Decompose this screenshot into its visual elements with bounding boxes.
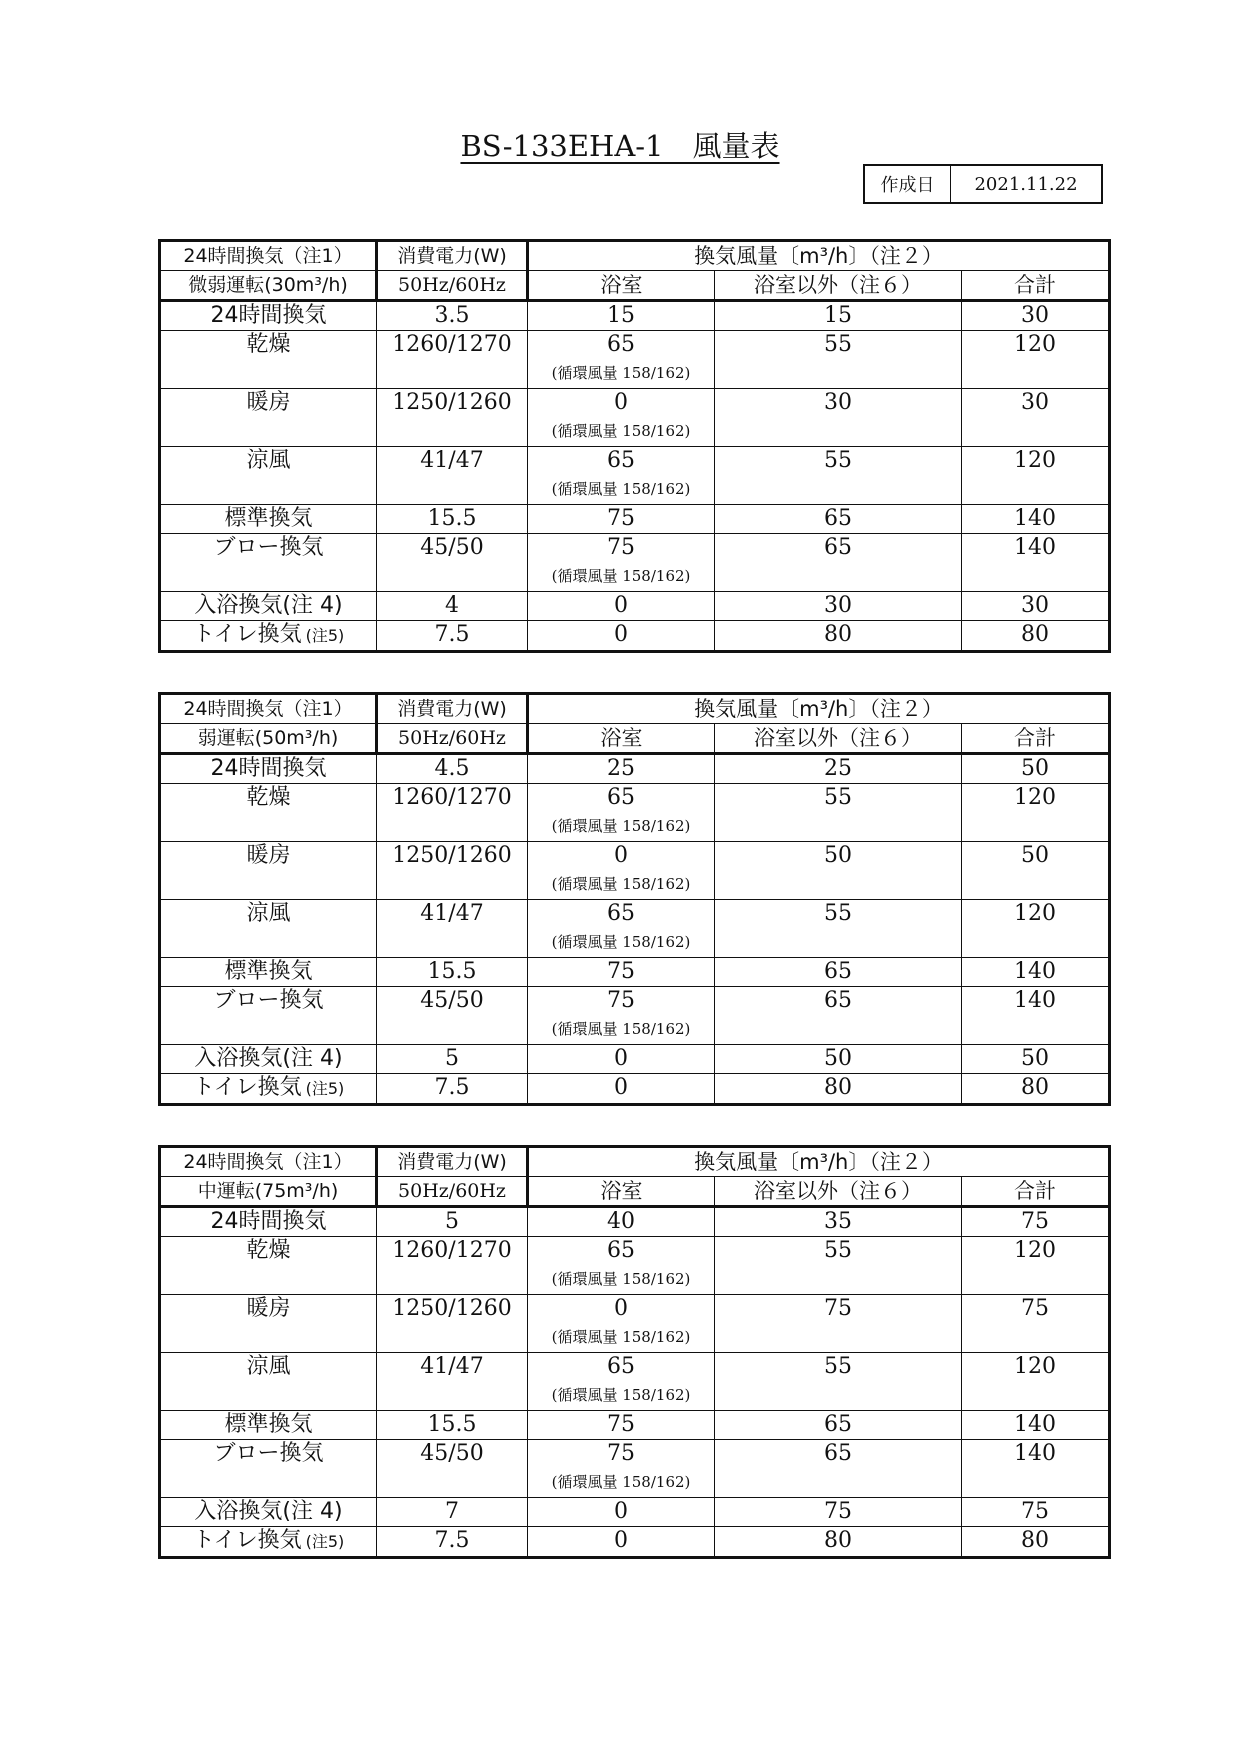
row-power: 41/47 xyxy=(377,1353,528,1411)
row-total: 50 xyxy=(962,754,1110,784)
header-24h-note: 24時間換気（注1） xyxy=(160,694,377,724)
row-other: 55 xyxy=(715,900,962,958)
row-total: 30 xyxy=(962,389,1110,447)
header-total: 合計 xyxy=(962,724,1110,754)
row-power: 4.5 xyxy=(377,754,528,784)
airflow-table xyxy=(158,692,1111,1106)
table-row xyxy=(160,1353,1110,1411)
row-bath xyxy=(528,1527,715,1558)
row-power: 41/47 xyxy=(377,447,528,505)
row-bath-value: 0 xyxy=(614,1075,628,1100)
row-label-text: 乾燥 xyxy=(246,332,291,357)
row-bath-value: 0 xyxy=(614,1046,628,1071)
airflow-table-2 xyxy=(158,692,1108,1106)
row-label-note: (注5) xyxy=(305,626,345,645)
circulation-note: (循環風量 158/162) xyxy=(551,364,691,382)
row-label-text: 乾燥 xyxy=(246,1238,291,1263)
row-label xyxy=(160,900,377,958)
header-total: 合計 xyxy=(962,1177,1110,1207)
table-row xyxy=(160,900,1110,958)
row-power: 3.5 xyxy=(377,301,528,331)
row-other: 80 xyxy=(715,1527,962,1558)
row-other: 35 xyxy=(715,1207,962,1237)
row-total: 80 xyxy=(962,1527,1110,1558)
row-other: 55 xyxy=(715,331,962,389)
row-other: 55 xyxy=(715,1237,962,1295)
row-other: 65 xyxy=(715,505,962,534)
row-bath-value: 65 xyxy=(607,1354,635,1379)
row-label xyxy=(160,389,377,447)
row-label-note: (注5) xyxy=(305,1532,345,1551)
table-row xyxy=(160,987,1110,1045)
circulation-note: (循環風量 158/162) xyxy=(551,817,691,835)
table-row xyxy=(160,389,1110,447)
row-total: 75 xyxy=(962,1207,1110,1237)
created-date-box xyxy=(863,164,1103,204)
row-bath xyxy=(528,1045,715,1074)
row-other: 25 xyxy=(715,754,962,784)
row-total: 120 xyxy=(962,900,1110,958)
table-row xyxy=(160,301,1110,331)
row-label-text: 24時間換気 xyxy=(210,756,327,781)
table-row xyxy=(160,1295,1110,1353)
row-label xyxy=(160,842,377,900)
row-bath-value: 0 xyxy=(614,1528,628,1553)
row-other: 65 xyxy=(715,1440,962,1498)
row-bath-value: 40 xyxy=(607,1209,635,1234)
row-label-text: トイレ換気 xyxy=(192,1075,302,1100)
table-row xyxy=(160,592,1110,621)
table-row xyxy=(160,534,1110,592)
header-row-1 xyxy=(160,241,1110,271)
row-other: 65 xyxy=(715,958,962,987)
row-label-text: 24時間換気 xyxy=(210,1209,327,1234)
row-total: 120 xyxy=(962,1353,1110,1411)
row-power: 5 xyxy=(377,1207,528,1237)
row-other: 65 xyxy=(715,1411,962,1440)
table-row xyxy=(160,1207,1110,1237)
row-bath-value: 75 xyxy=(607,959,635,984)
row-label-text: トイレ換気 xyxy=(192,1528,302,1553)
row-bath xyxy=(528,1237,715,1295)
header-power: 消費電力(W) xyxy=(377,241,528,271)
row-total: 140 xyxy=(962,1440,1110,1498)
row-bath-value: 0 xyxy=(614,843,628,868)
header-other: 浴室以外（注６） xyxy=(715,724,962,754)
row-bath xyxy=(528,1295,715,1353)
header-airflow: 換気風量〔m³/h〕（注２） xyxy=(528,1147,1110,1177)
row-bath-value: 15 xyxy=(607,303,635,328)
row-total: 140 xyxy=(962,505,1110,534)
row-label xyxy=(160,301,377,331)
row-bath-value: 0 xyxy=(614,1296,628,1321)
circulation-note: (循環風量 158/162) xyxy=(551,1386,691,1404)
row-bath xyxy=(528,958,715,987)
row-bath-value: 75 xyxy=(607,506,635,531)
row-bath-value: 0 xyxy=(614,390,628,415)
row-total: 30 xyxy=(962,301,1110,331)
row-total: 75 xyxy=(962,1498,1110,1527)
row-bath-value: 75 xyxy=(607,535,635,560)
row-bath xyxy=(528,754,715,784)
row-other: 50 xyxy=(715,842,962,900)
row-label-text: ブロー換気 xyxy=(213,535,324,560)
table-row xyxy=(160,1045,1110,1074)
row-bath-value: 65 xyxy=(607,448,635,473)
row-bath-value: 0 xyxy=(614,1499,628,1524)
row-power: 15.5 xyxy=(377,505,528,534)
row-label xyxy=(160,534,377,592)
row-bath xyxy=(528,987,715,1045)
row-label xyxy=(160,754,377,784)
row-bath xyxy=(528,1411,715,1440)
title-text: BS-133EHA-1 風量表 xyxy=(460,129,780,163)
circulation-note: (循環風量 158/162) xyxy=(551,422,691,440)
table-row xyxy=(160,621,1110,652)
row-label-text: 24時間換気 xyxy=(210,303,327,328)
row-power: 1260/1270 xyxy=(377,331,528,389)
row-power: 7.5 xyxy=(377,1527,528,1558)
row-total: 120 xyxy=(962,1237,1110,1295)
table-row xyxy=(160,754,1110,784)
document-title xyxy=(0,126,1240,166)
row-power: 7.5 xyxy=(377,1074,528,1105)
circulation-note: (循環風量 158/162) xyxy=(551,567,691,585)
row-power: 41/47 xyxy=(377,900,528,958)
table-row xyxy=(160,958,1110,987)
row-other: 50 xyxy=(715,1045,962,1074)
row-label xyxy=(160,1074,377,1105)
row-bath xyxy=(528,301,715,331)
row-bath-value: 65 xyxy=(607,332,635,357)
row-total: 120 xyxy=(962,447,1110,505)
row-power: 4 xyxy=(377,592,528,621)
header-other: 浴室以外（注６） xyxy=(715,1177,962,1207)
row-bath xyxy=(528,505,715,534)
table-row xyxy=(160,447,1110,505)
row-label-text: 乾燥 xyxy=(246,785,291,810)
row-label-text: ブロー換気 xyxy=(213,1441,324,1466)
row-label xyxy=(160,1353,377,1411)
row-bath xyxy=(528,1207,715,1237)
row-power: 7 xyxy=(377,1498,528,1527)
row-label-text: 暖房 xyxy=(246,1296,291,1321)
row-power: 5 xyxy=(377,1045,528,1074)
header-mode: 中運転(75m³/h) xyxy=(160,1177,377,1207)
table-row xyxy=(160,1237,1110,1295)
header-24h-note: 24時間換気（注1） xyxy=(160,241,377,271)
row-bath-value: 65 xyxy=(607,901,635,926)
row-other: 65 xyxy=(715,987,962,1045)
header-24h-note: 24時間換気（注1） xyxy=(160,1147,377,1177)
row-label xyxy=(160,784,377,842)
row-label xyxy=(160,592,377,621)
row-label xyxy=(160,621,377,652)
row-bath-value: 25 xyxy=(607,756,635,781)
circulation-note: (循環風量 158/162) xyxy=(551,480,691,498)
row-bath xyxy=(528,592,715,621)
row-power: 45/50 xyxy=(377,987,528,1045)
row-bath xyxy=(528,1498,715,1527)
circulation-note: (循環風量 158/162) xyxy=(551,1473,691,1491)
row-power: 15.5 xyxy=(377,1411,528,1440)
row-bath xyxy=(528,784,715,842)
header-bath: 浴室 xyxy=(528,271,715,301)
row-label xyxy=(160,1237,377,1295)
row-bath xyxy=(528,842,715,900)
row-total: 30 xyxy=(962,592,1110,621)
row-total: 140 xyxy=(962,534,1110,592)
row-label xyxy=(160,1207,377,1237)
row-bath xyxy=(528,621,715,652)
row-other: 30 xyxy=(715,592,962,621)
header-mode: 微弱運転(30m³/h) xyxy=(160,271,377,301)
row-label-note: (注5) xyxy=(305,1079,345,1098)
header-bath: 浴室 xyxy=(528,724,715,754)
row-label xyxy=(160,1498,377,1527)
row-bath xyxy=(528,447,715,505)
row-label xyxy=(160,447,377,505)
row-total: 120 xyxy=(962,331,1110,389)
header-bath: 浴室 xyxy=(528,1177,715,1207)
row-power: 15.5 xyxy=(377,958,528,987)
header-row-1 xyxy=(160,694,1110,724)
row-bath-value: 65 xyxy=(607,1238,635,1263)
row-other: 75 xyxy=(715,1498,962,1527)
header-frequency: 50Hz/60Hz xyxy=(377,271,528,301)
table-row xyxy=(160,1527,1110,1558)
row-label-text: トイレ換気 xyxy=(192,622,302,647)
row-label-text: 標準換気 xyxy=(224,1412,313,1437)
header-power: 消費電力(W) xyxy=(377,694,528,724)
header-frequency: 50Hz/60Hz xyxy=(377,1177,528,1207)
table-row xyxy=(160,1498,1110,1527)
table-row xyxy=(160,505,1110,534)
row-label-text: 暖房 xyxy=(246,390,291,415)
row-label xyxy=(160,1411,377,1440)
row-total: 140 xyxy=(962,1411,1110,1440)
row-label-text: ブロー換気 xyxy=(213,988,324,1013)
row-power: 1260/1270 xyxy=(377,784,528,842)
row-power: 1250/1260 xyxy=(377,389,528,447)
header-power: 消費電力(W) xyxy=(377,1147,528,1177)
row-bath-value: 65 xyxy=(607,785,635,810)
row-power: 1250/1260 xyxy=(377,1295,528,1353)
header-other: 浴室以外（注６） xyxy=(715,271,962,301)
circulation-note: (循環風量 158/162) xyxy=(551,933,691,951)
row-total: 50 xyxy=(962,842,1110,900)
circulation-note: (循環風量 158/162) xyxy=(551,1270,691,1288)
circulation-note: (循環風量 158/162) xyxy=(551,1020,691,1038)
row-label xyxy=(160,958,377,987)
row-total: 120 xyxy=(962,784,1110,842)
row-bath-value: 75 xyxy=(607,1412,635,1437)
row-power: 1260/1270 xyxy=(377,1237,528,1295)
row-label xyxy=(160,1527,377,1558)
row-other: 55 xyxy=(715,784,962,842)
row-other: 55 xyxy=(715,1353,962,1411)
row-other: 75 xyxy=(715,1295,962,1353)
row-label-text: 入浴換気(注 4) xyxy=(194,593,343,618)
row-power: 1250/1260 xyxy=(377,842,528,900)
airflow-table xyxy=(158,1145,1111,1559)
created-date-label: 作成日 xyxy=(865,166,951,202)
row-total: 75 xyxy=(962,1295,1110,1353)
row-bath xyxy=(528,1440,715,1498)
row-label-text: 暖房 xyxy=(246,843,291,868)
header-row-2 xyxy=(160,724,1110,754)
row-label xyxy=(160,1045,377,1074)
row-bath xyxy=(528,1074,715,1105)
row-label xyxy=(160,1295,377,1353)
row-label-text: 涼風 xyxy=(246,901,291,926)
row-bath-value: 0 xyxy=(614,593,628,618)
header-airflow: 換気風量〔m³/h〕（注２） xyxy=(528,694,1110,724)
header-row-2 xyxy=(160,271,1110,301)
row-other: 15 xyxy=(715,301,962,331)
row-total: 50 xyxy=(962,1045,1110,1074)
row-bath-value: 75 xyxy=(607,988,635,1013)
row-total: 140 xyxy=(962,987,1110,1045)
header-row-2 xyxy=(160,1177,1110,1207)
row-other: 80 xyxy=(715,1074,962,1105)
row-other: 80 xyxy=(715,621,962,652)
row-bath xyxy=(528,900,715,958)
row-label-text: 入浴換気(注 4) xyxy=(194,1499,343,1524)
row-power: 7.5 xyxy=(377,621,528,652)
row-power: 45/50 xyxy=(377,1440,528,1498)
table-row xyxy=(160,331,1110,389)
row-total: 140 xyxy=(962,958,1110,987)
row-label-text: 涼風 xyxy=(246,1354,291,1379)
header-total: 合計 xyxy=(962,271,1110,301)
row-bath xyxy=(528,534,715,592)
airflow-table xyxy=(158,239,1111,653)
airflow-table-1 xyxy=(158,239,1108,653)
row-power: 45/50 xyxy=(377,534,528,592)
table-row xyxy=(160,1440,1110,1498)
header-row-1 xyxy=(160,1147,1110,1177)
created-date-value: 2021.11.22 xyxy=(974,173,1078,195)
row-bath xyxy=(528,389,715,447)
table-row xyxy=(160,1074,1110,1105)
row-other: 65 xyxy=(715,534,962,592)
header-airflow: 換気風量〔m³/h〕（注２） xyxy=(528,241,1110,271)
table-row xyxy=(160,1411,1110,1440)
row-other: 55 xyxy=(715,447,962,505)
row-bath xyxy=(528,1353,715,1411)
row-bath xyxy=(528,331,715,389)
row-label-text: 涼風 xyxy=(246,448,291,473)
row-label xyxy=(160,505,377,534)
circulation-note: (循環風量 158/162) xyxy=(551,875,691,893)
airflow-table-3 xyxy=(158,1145,1108,1559)
row-other: 30 xyxy=(715,389,962,447)
row-label xyxy=(160,331,377,389)
row-total: 80 xyxy=(962,1074,1110,1105)
row-bath-value: 75 xyxy=(607,1441,635,1466)
row-label-text: 入浴換気(注 4) xyxy=(194,1046,343,1071)
row-total: 80 xyxy=(962,621,1110,652)
row-label-text: 標準換気 xyxy=(224,506,313,531)
table-row xyxy=(160,784,1110,842)
circulation-note: (循環風量 158/162) xyxy=(551,1328,691,1346)
row-label xyxy=(160,1440,377,1498)
table-row xyxy=(160,842,1110,900)
row-label xyxy=(160,987,377,1045)
header-frequency: 50Hz/60Hz xyxy=(377,724,528,754)
row-bath-value: 0 xyxy=(614,622,628,647)
row-label-text: 標準換気 xyxy=(224,959,313,984)
header-mode: 弱運転(50m³/h) xyxy=(160,724,377,754)
